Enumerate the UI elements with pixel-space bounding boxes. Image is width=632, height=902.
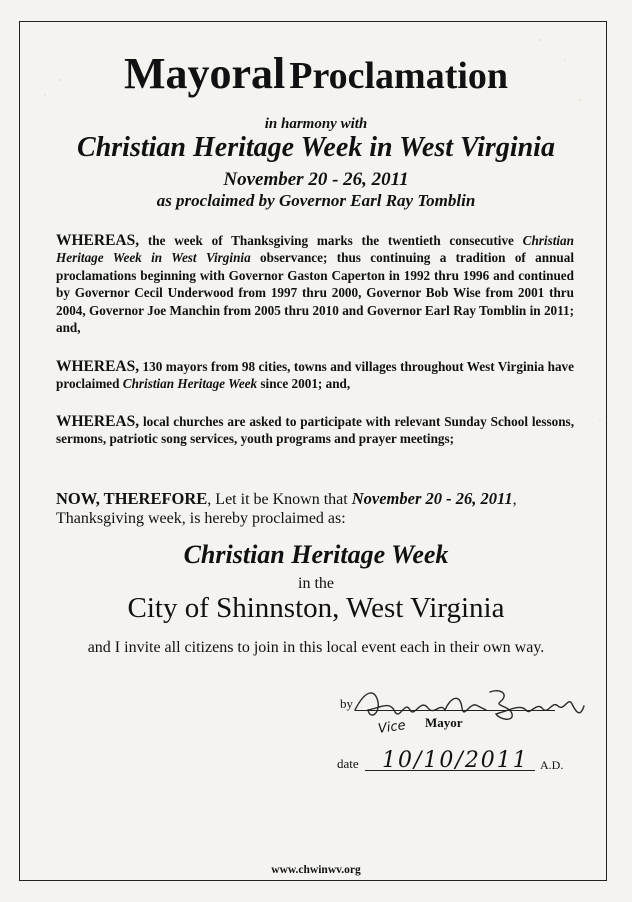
whereas-lead: WHEREAS,: [56, 358, 140, 375]
footer-website: www.chwinwv.org: [271, 864, 361, 876]
city-name: City of Shinnston, West Virginia: [127, 592, 505, 624]
mayor-label: Mayor: [425, 715, 463, 730]
whereas-paragraph-2: [56, 358, 574, 393]
whereas-lead: WHEREAS,: [56, 413, 140, 430]
whereas-paragraph-3: [56, 413, 574, 448]
date-line: [365, 770, 535, 771]
title-part2: Proclamation: [289, 55, 509, 97]
proclaimed-event: Christian Heritage Week: [183, 540, 449, 569]
invitation-text: and I invite all citizens to join in this local event each in their own way.: [87, 639, 545, 656]
date-label: date: [337, 756, 359, 771]
whereas-text-tail: observance; thus continuing a tradition of annual proclamations beginning with Governor Gaston Caperton in 1992 thru 1996 and continued by Governor Cecil Underwood from 1997 thru 2000, Governor Bob Wise from 2001 thru 2004, Governor Joe Manchin from 2005 thru 2010 and Governor Earl Ray Tomblin in 2011; and,: [56, 250, 574, 336]
event-dates: November 20 - 26, 2011: [223, 169, 409, 190]
signature-line: [355, 710, 555, 711]
whereas-text: the week of Thanksgiving marks the twentieth consecutive: [139, 233, 523, 248]
harmony-line: in harmony with: [264, 116, 368, 132]
whereas-text-tail: since 2001; and,: [257, 376, 351, 392]
proclaimed-by: as proclaimed by Governor Earl Ray Tomblin: [156, 191, 476, 210]
event-title: Christian Heritage Week in West Virginia: [77, 132, 555, 163]
now-therefore-tail: , Thanksgiving week, is hereby proclaimed as:: [56, 491, 517, 527]
in-the-label: in the: [298, 575, 334, 592]
vice-handwritten: Vice: [377, 718, 407, 737]
by-label: by: [340, 696, 353, 711]
page-title: [0, 49, 632, 98]
whereas-paragraph-1: [56, 232, 574, 336]
now-therefore-dates: November 20 - 26, 2011: [351, 489, 513, 508]
whereas-text: local churches are asked to participate with relevant Sunday School lessons, sermons, patriotic song services, youth programs and prayer meetings;: [56, 414, 574, 447]
whereas-lead: WHEREAS,: [56, 232, 140, 249]
title-part1: Mayoral: [123, 49, 286, 98]
now-therefore-text: , Let it be Known that: [207, 491, 352, 508]
whereas-emphasis: Christian Heritage Week in West Virginia: [56, 233, 574, 266]
now-therefore-paragraph: [56, 489, 586, 528]
now-therefore-lead: NOW, THEREFORE: [56, 489, 208, 508]
ad-label: A.D.: [540, 758, 564, 772]
date-value: 10/10/2011: [382, 748, 529, 773]
whereas-emphasis: Christian Heritage Week: [122, 376, 258, 392]
whereas-text: 130 mayors from 98 cities, towns and villages throughout West Virginia have proclaimed: [56, 359, 574, 392]
